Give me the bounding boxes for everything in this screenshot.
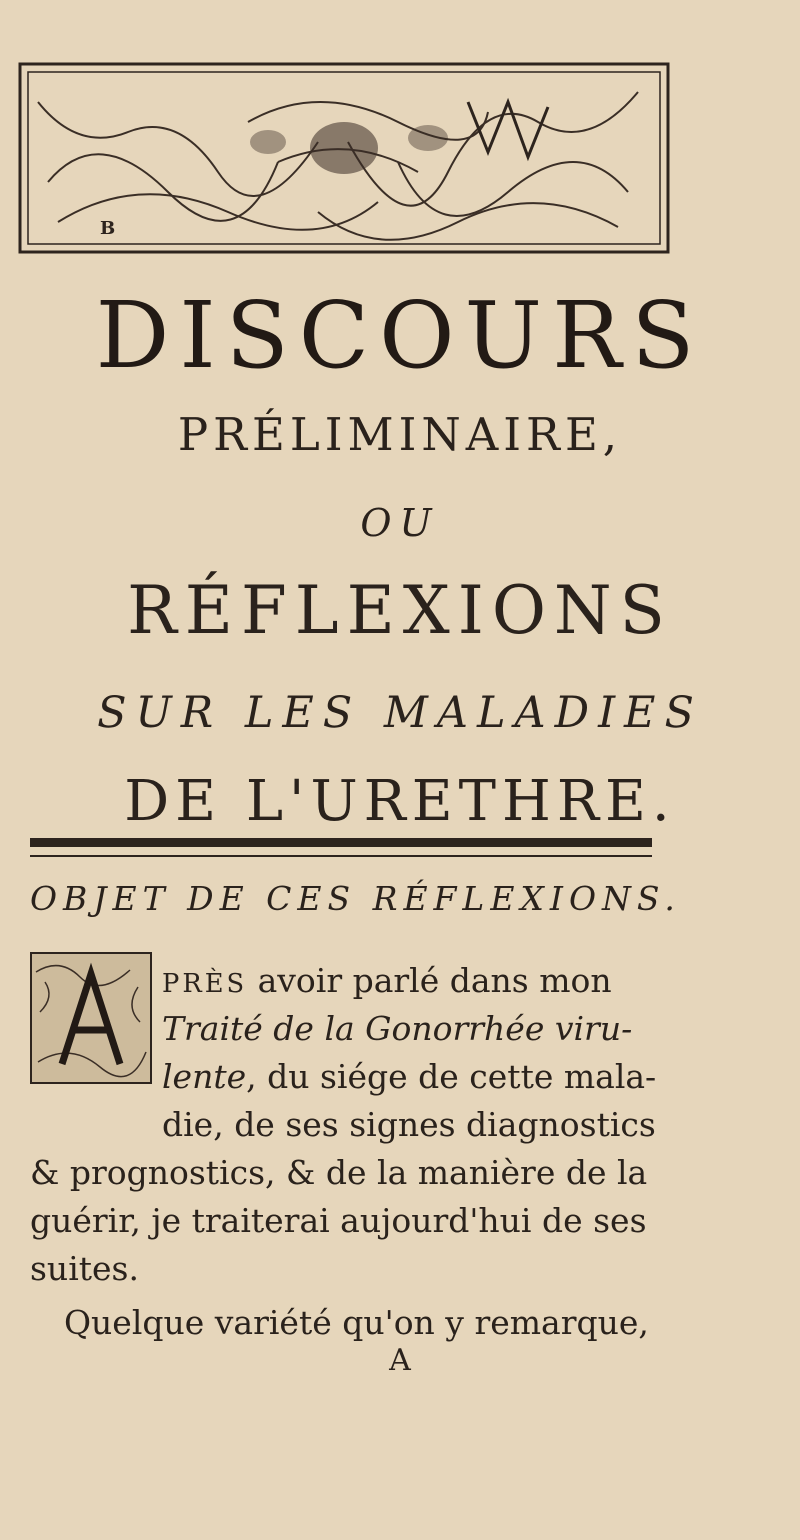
title-reflexions: RÉFLEXIONS (127, 572, 673, 649)
body-line-7: suites. (30, 1249, 139, 1288)
body-line-6: guérir, je traiterai aujourd'hui de ses (30, 1201, 647, 1240)
title-discours: DISCOURS (95, 282, 705, 389)
opening-caps: PRÈS (162, 969, 248, 999)
svg-text:B: B (100, 218, 116, 239)
title-preliminaire: PRÉLIMINAIRE, (177, 408, 623, 461)
body-line-4: die, de ses signes diagnostics (162, 1105, 656, 1144)
title-de-luretre: DE L'URETHRE. (124, 769, 676, 834)
decorated-initial-icon (30, 952, 152, 1084)
body-line-3-text: , du siége de cette mala- (246, 1057, 657, 1096)
body-line-3 (162, 1058, 656, 1096)
body-line-3-italic: lente (162, 1057, 247, 1096)
body-line-1-text: avoir parlé dans mon (247, 961, 612, 1000)
title-sur-les-maladies: SUR LES MALADIES (97, 688, 703, 738)
body-line-5: & prognostics, & de la manière de la (30, 1153, 648, 1192)
body-line-1 (162, 962, 612, 1000)
signature-mark: A (389, 1343, 411, 1378)
title-rule-thin (30, 855, 652, 857)
body-line-8: Quelque variété qu'on y remarque, (64, 1303, 649, 1342)
ornamental-headpiece (18, 62, 670, 254)
section-heading: OBJET DE CES RÉFLEXIONS. (30, 879, 681, 918)
body-line-2: Traité de la Gonorrhée viru- (162, 1009, 633, 1048)
title-ou: OU (360, 501, 440, 545)
title-rule-thick (30, 838, 652, 847)
